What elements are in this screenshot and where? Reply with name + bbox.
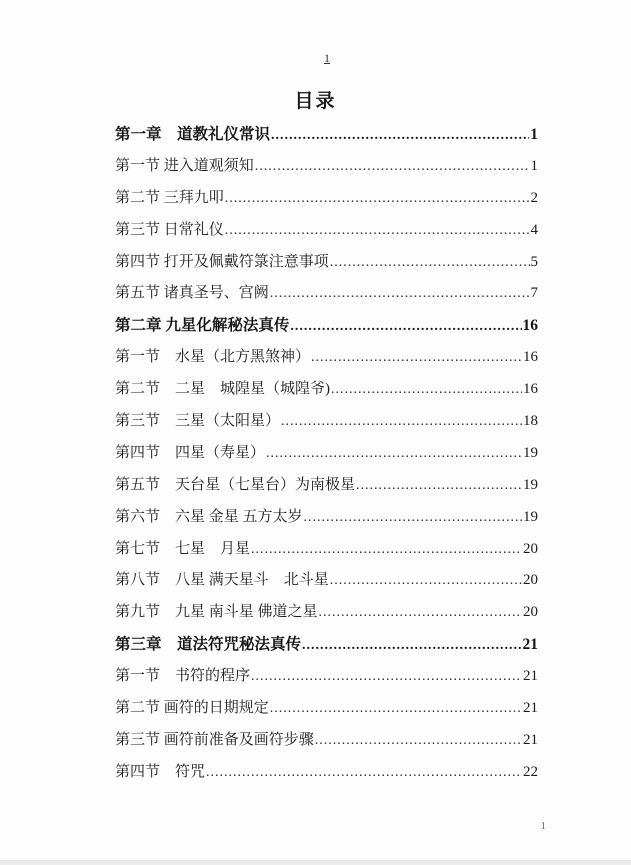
- dot-leader: [225, 190, 530, 207]
- toc-entry-page: 5: [530, 253, 538, 270]
- toc-entry-label: 第六节 六星 金星 五方太岁: [115, 508, 303, 525]
- dot-leader: [266, 445, 522, 462]
- dot-leader: [302, 636, 521, 654]
- toc-entry-page: 16: [523, 381, 538, 398]
- toc-entry-page: 18: [523, 413, 538, 430]
- dot-leader: [270, 285, 530, 302]
- dot-leader: [271, 126, 529, 144]
- dot-leader: [356, 477, 522, 494]
- toc-entry: [115, 186, 538, 218]
- toc-entry-label: 第二节 画符的日期规定: [115, 700, 269, 717]
- table-of-contents: [115, 122, 538, 792]
- toc-entry-label: 第三节 日常礼仪: [115, 221, 224, 238]
- toc-entry-label: 第五节 天台星（七星台）为南极星: [115, 476, 356, 493]
- toc-entry: [115, 281, 538, 313]
- toc-entry-page: 21: [522, 636, 538, 654]
- toc-entry-page: 21: [523, 700, 538, 717]
- toc-entry: [115, 154, 538, 186]
- toc-entry-label: 第一章 道教礼仪常识: [115, 126, 271, 143]
- toc-entry: [115, 377, 538, 409]
- toc-entry-label: 第七节 七星 月星: [115, 540, 251, 557]
- toc-entry-page: 21: [523, 668, 538, 685]
- toc-entry-label: 第一节 书符的程序: [115, 668, 251, 685]
- toc-entry: [115, 250, 538, 282]
- toc-entry-label: 第一节 水星（北方黑煞神）: [115, 349, 311, 366]
- dot-leader: [331, 381, 522, 398]
- dot-leader: [251, 541, 522, 558]
- toc-entry-label: 第二节 二星 城隍星（城隍爷): [115, 381, 330, 398]
- toc-entry-page: 19: [523, 508, 538, 525]
- dot-leader: [255, 158, 530, 175]
- toc-entry: [115, 600, 538, 632]
- toc-entry: [115, 409, 538, 441]
- dot-leader: [206, 764, 522, 781]
- page-edge-divider: [0, 860, 631, 865]
- toc-entry: [115, 696, 538, 728]
- toc-entry: [115, 632, 538, 664]
- toc-entry-label: 第四节 打开及佩戴符箓注意事项: [115, 253, 329, 270]
- toc-entry-label: 第三节 画符前准备及画符步骤: [115, 731, 314, 748]
- toc-entry-page: 2: [530, 189, 538, 206]
- dot-leader: [281, 413, 522, 430]
- dot-leader: [251, 668, 522, 685]
- toc-entry-label: 第三章 道法符咒秘法真传: [115, 636, 302, 654]
- toc-entry-page: 19: [523, 476, 538, 493]
- toc-entry-label: 第二章 九星化解秘法真传: [115, 317, 290, 335]
- toc-entry-label: 第九节 九星 南斗星 佛道之星: [115, 604, 318, 621]
- toc-entry-page: 16: [522, 317, 538, 335]
- toc-entry-page: 21: [523, 731, 538, 748]
- toc-entry: [115, 505, 538, 537]
- toc-entry: [115, 122, 538, 154]
- dot-leader: [304, 509, 522, 526]
- toc-entry-label: 第三节 三星（太阳星）: [115, 413, 281, 430]
- toc-entry: [115, 218, 538, 250]
- dot-leader: [311, 349, 522, 366]
- dot-leader: [225, 222, 530, 239]
- toc-entry: [115, 313, 538, 345]
- bottom-page-number: 1: [540, 820, 546, 832]
- dot-leader: [315, 732, 522, 749]
- dot-leader: [270, 700, 522, 717]
- toc-entry: [115, 664, 538, 696]
- top-page-number: 1: [324, 51, 330, 65]
- toc-entry: [115, 760, 538, 792]
- toc-entry: [115, 441, 538, 473]
- toc-entry-page: 1: [530, 126, 538, 143]
- toc-entry: [115, 345, 538, 377]
- dot-leader: [330, 254, 530, 271]
- toc-entry-label: 第四节 四星（寿星）: [115, 444, 266, 461]
- dot-leader: [319, 604, 522, 621]
- dot-leader: [330, 572, 522, 589]
- toc-entry-page: 1: [530, 157, 538, 174]
- toc-entry-page: 19: [523, 444, 538, 461]
- toc-entry: [115, 728, 538, 760]
- toc-entry-label: 第五节 诸真圣号、宫阙: [115, 285, 269, 302]
- toc-entry-page: 22: [523, 763, 538, 780]
- toc-entry-label: 第八节 八星 满天星斗 北斗星: [115, 572, 329, 589]
- toc-entry: [115, 537, 538, 569]
- toc-entry-page: 4: [530, 221, 538, 238]
- page-title: 目录: [294, 91, 337, 112]
- dot-leader: [290, 317, 521, 335]
- toc-entry-page: 20: [523, 604, 538, 621]
- toc-entry-page: 20: [523, 540, 538, 557]
- toc-entry-page: 16: [523, 349, 538, 366]
- toc-entry: [115, 473, 538, 505]
- toc-entry-label: 第一节 进入道观须知: [115, 157, 254, 174]
- toc-entry-page: 7: [530, 285, 538, 302]
- toc-entry-label: 第四节 符咒: [115, 763, 206, 780]
- toc-entry-label: 第二节 三拜九叩: [115, 189, 224, 206]
- toc-entry: [115, 568, 538, 600]
- toc-entry-page: 20: [523, 572, 538, 589]
